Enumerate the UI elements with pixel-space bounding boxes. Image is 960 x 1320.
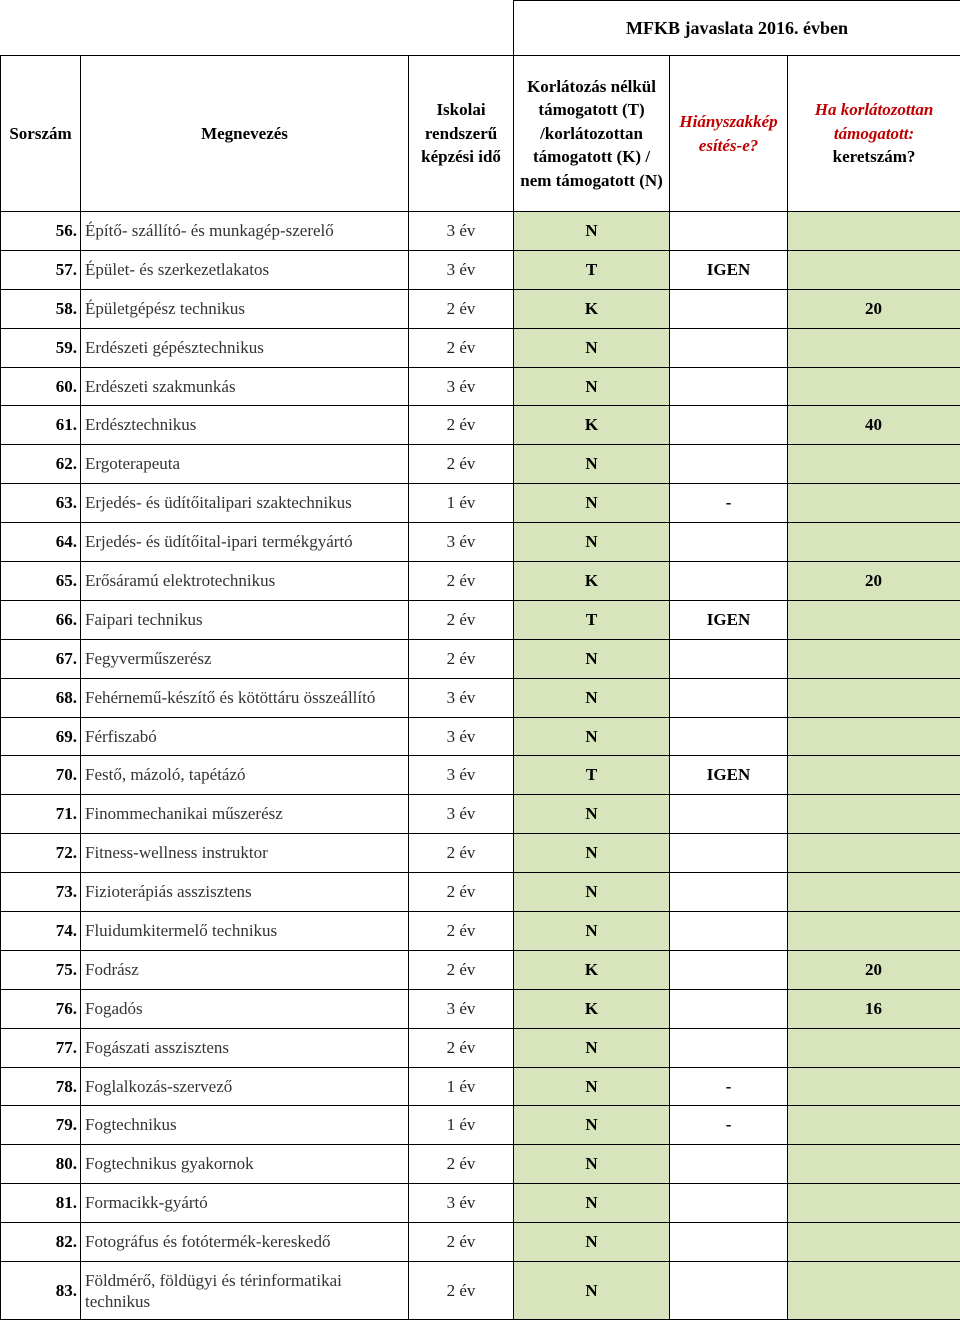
row-name: Épület- és szerkezetlakatos bbox=[81, 250, 409, 289]
row-name: Fluidumkitermelő technikus bbox=[81, 912, 409, 951]
row-number: 82. bbox=[1, 1223, 81, 1262]
row-support-code: N bbox=[514, 523, 670, 562]
row-support-code: K bbox=[514, 406, 670, 445]
row-shortage bbox=[670, 212, 788, 251]
header-kepzesi-ido: Iskolai rendszerű képzési idő bbox=[409, 56, 514, 212]
row-support-code: N bbox=[514, 678, 670, 717]
row-name: Fegyverműszerész bbox=[81, 639, 409, 678]
table-row bbox=[1, 484, 960, 523]
row-quota: 20 bbox=[788, 562, 960, 601]
row-duration: 3 év bbox=[409, 678, 514, 717]
row-number: 79. bbox=[1, 1106, 81, 1145]
row-name: Építő- szállító- és munkagép-szerelő bbox=[81, 212, 409, 251]
table-row bbox=[1, 912, 960, 951]
row-name: Földmérő, földügyi és térinformatikai technikus bbox=[81, 1262, 409, 1320]
row-duration: 2 év bbox=[409, 950, 514, 989]
row-number: 59. bbox=[1, 328, 81, 367]
row-number: 67. bbox=[1, 639, 81, 678]
row-duration: 2 év bbox=[409, 1262, 514, 1320]
row-support-code: K bbox=[514, 562, 670, 601]
table-row bbox=[1, 289, 960, 328]
row-quota bbox=[788, 1028, 960, 1067]
header-keret-line2: támogatott: bbox=[834, 124, 914, 143]
row-quota bbox=[788, 912, 960, 951]
row-name: Fehérnemű-készítő és kötöttáru összeállító bbox=[81, 678, 409, 717]
row-quota bbox=[788, 250, 960, 289]
row-shortage bbox=[670, 1223, 788, 1262]
table-row bbox=[1, 562, 960, 601]
row-shortage bbox=[670, 989, 788, 1028]
row-support-code: N bbox=[514, 1262, 670, 1320]
table-row bbox=[1, 717, 960, 756]
table-row bbox=[1, 950, 960, 989]
table-row bbox=[1, 1145, 960, 1184]
row-quota bbox=[788, 484, 960, 523]
row-number: 78. bbox=[1, 1067, 81, 1106]
row-name: Foglalkozás-szervező bbox=[81, 1067, 409, 1106]
row-shortage bbox=[670, 523, 788, 562]
row-quota bbox=[788, 639, 960, 678]
header-keretszam bbox=[788, 56, 960, 212]
row-duration: 2 év bbox=[409, 600, 514, 639]
row-quota bbox=[788, 756, 960, 795]
row-quota bbox=[788, 1262, 960, 1320]
row-support-code: K bbox=[514, 989, 670, 1028]
header-keret-line3: keretszám? bbox=[833, 147, 916, 166]
row-number: 76. bbox=[1, 989, 81, 1028]
row-quota bbox=[788, 1145, 960, 1184]
row-duration: 3 év bbox=[409, 1184, 514, 1223]
row-shortage bbox=[670, 406, 788, 445]
row-quota bbox=[788, 600, 960, 639]
row-shortage bbox=[670, 562, 788, 601]
row-name: Erjedés- és üdítőital-ipari termékgyártó bbox=[81, 523, 409, 562]
row-quota bbox=[788, 1223, 960, 1262]
row-shortage: - bbox=[670, 1067, 788, 1106]
row-duration: 2 év bbox=[409, 289, 514, 328]
row-number: 75. bbox=[1, 950, 81, 989]
row-support-code: N bbox=[514, 1145, 670, 1184]
row-shortage bbox=[670, 1145, 788, 1184]
table-row bbox=[1, 678, 960, 717]
table-row bbox=[1, 1106, 960, 1145]
row-duration: 3 év bbox=[409, 212, 514, 251]
row-quota bbox=[788, 717, 960, 756]
table-row bbox=[1, 406, 960, 445]
row-duration: 1 év bbox=[409, 1067, 514, 1106]
row-quota bbox=[788, 367, 960, 406]
row-shortage bbox=[670, 912, 788, 951]
row-duration: 2 év bbox=[409, 1028, 514, 1067]
row-support-code: N bbox=[514, 795, 670, 834]
row-number: 60. bbox=[1, 367, 81, 406]
row-quota bbox=[788, 795, 960, 834]
row-number: 73. bbox=[1, 873, 81, 912]
row-name: Festő, mázoló, tapétázó bbox=[81, 756, 409, 795]
row-shortage bbox=[670, 639, 788, 678]
row-number: 69. bbox=[1, 717, 81, 756]
row-quota bbox=[788, 523, 960, 562]
row-quota bbox=[788, 873, 960, 912]
row-shortage bbox=[670, 950, 788, 989]
row-name: Erdészeti gépésztechnikus bbox=[81, 328, 409, 367]
row-shortage: - bbox=[670, 1106, 788, 1145]
table-row bbox=[1, 600, 960, 639]
row-shortage bbox=[670, 1028, 788, 1067]
row-name: Fogadós bbox=[81, 989, 409, 1028]
table-row bbox=[1, 1184, 960, 1223]
row-duration: 3 év bbox=[409, 795, 514, 834]
table-row bbox=[1, 1028, 960, 1067]
row-support-code: T bbox=[514, 600, 670, 639]
row-support-code: N bbox=[514, 639, 670, 678]
row-name: Faipari technikus bbox=[81, 600, 409, 639]
header-korlatozas: Korlátozás nélkül támogatott (T) /korlátozottan támogatott (K) / nem támogatott (N) bbox=[514, 56, 670, 212]
row-shortage bbox=[670, 1262, 788, 1320]
row-duration: 1 év bbox=[409, 484, 514, 523]
header-blank-area bbox=[1, 1, 514, 56]
row-quota bbox=[788, 328, 960, 367]
row-duration: 2 év bbox=[409, 406, 514, 445]
row-duration: 2 év bbox=[409, 834, 514, 873]
table-row bbox=[1, 989, 960, 1028]
row-shortage bbox=[670, 834, 788, 873]
table-row bbox=[1, 639, 960, 678]
table-row bbox=[1, 1067, 960, 1106]
row-duration: 2 év bbox=[409, 1145, 514, 1184]
row-number: 68. bbox=[1, 678, 81, 717]
table-row bbox=[1, 445, 960, 484]
row-number: 81. bbox=[1, 1184, 81, 1223]
row-quota bbox=[788, 1106, 960, 1145]
row-name: Ergoterapeuta bbox=[81, 445, 409, 484]
row-name: Fogtechnikus bbox=[81, 1106, 409, 1145]
row-shortage bbox=[670, 367, 788, 406]
row-number: 71. bbox=[1, 795, 81, 834]
table-row bbox=[1, 756, 960, 795]
row-number: 74. bbox=[1, 912, 81, 951]
header-sorszam: Sorszám bbox=[1, 56, 81, 212]
row-name: Fodrász bbox=[81, 950, 409, 989]
row-name: Formacikk-gyártó bbox=[81, 1184, 409, 1223]
row-shortage: IGEN bbox=[670, 250, 788, 289]
row-duration: 1 év bbox=[409, 1106, 514, 1145]
row-shortage bbox=[670, 328, 788, 367]
row-number: 65. bbox=[1, 562, 81, 601]
row-quota: 20 bbox=[788, 289, 960, 328]
row-quota bbox=[788, 445, 960, 484]
row-support-code: K bbox=[514, 950, 670, 989]
row-name: Finommechanikai műszerész bbox=[81, 795, 409, 834]
row-duration: 2 év bbox=[409, 562, 514, 601]
row-support-code: N bbox=[514, 367, 670, 406]
row-shortage bbox=[670, 1184, 788, 1223]
table-row bbox=[1, 1223, 960, 1262]
row-quota bbox=[788, 678, 960, 717]
row-number: 57. bbox=[1, 250, 81, 289]
table-row bbox=[1, 367, 960, 406]
row-quota: 20 bbox=[788, 950, 960, 989]
row-support-code: T bbox=[514, 250, 670, 289]
row-name: Erjedés- és üdítőitalipari szaktechnikus bbox=[81, 484, 409, 523]
table-row bbox=[1, 1262, 960, 1320]
row-shortage: IGEN bbox=[670, 600, 788, 639]
table-row bbox=[1, 523, 960, 562]
row-name: Erősáramú elektrotechnikus bbox=[81, 562, 409, 601]
row-duration: 2 év bbox=[409, 873, 514, 912]
table-row bbox=[1, 834, 960, 873]
row-support-code: N bbox=[514, 484, 670, 523]
row-number: 83. bbox=[1, 1262, 81, 1320]
row-support-code: K bbox=[514, 289, 670, 328]
row-name: Erdésztechnikus bbox=[81, 406, 409, 445]
table-row bbox=[1, 328, 960, 367]
row-name: Fogászati asszisztens bbox=[81, 1028, 409, 1067]
row-number: 62. bbox=[1, 445, 81, 484]
header-keret-line1: Ha korlátozottan bbox=[815, 100, 934, 119]
row-support-code: N bbox=[514, 873, 670, 912]
row-quota: 40 bbox=[788, 406, 960, 445]
row-shortage bbox=[670, 717, 788, 756]
row-quota bbox=[788, 1067, 960, 1106]
row-support-code: N bbox=[514, 1028, 670, 1067]
row-number: 70. bbox=[1, 756, 81, 795]
row-name: Fotográfus és fotótermék-kereskedő bbox=[81, 1223, 409, 1262]
row-name: Erdészeti szakmunkás bbox=[81, 367, 409, 406]
header-hiany-line1: Hiányszakkép bbox=[679, 112, 777, 131]
table-row bbox=[1, 873, 960, 912]
row-support-code: N bbox=[514, 1106, 670, 1145]
header-megnevezes: Megnevezés bbox=[81, 56, 409, 212]
row-name: Fitness-wellness instruktor bbox=[81, 834, 409, 873]
row-shortage bbox=[670, 289, 788, 328]
row-support-code: N bbox=[514, 834, 670, 873]
row-shortage bbox=[670, 795, 788, 834]
row-shortage bbox=[670, 678, 788, 717]
row-name: Fizioterápiás asszisztens bbox=[81, 873, 409, 912]
row-duration: 3 év bbox=[409, 523, 514, 562]
row-number: 56. bbox=[1, 212, 81, 251]
row-support-code: N bbox=[514, 328, 670, 367]
row-shortage: - bbox=[670, 484, 788, 523]
row-name: Fogtechnikus gyakornok bbox=[81, 1145, 409, 1184]
row-support-code: N bbox=[514, 1184, 670, 1223]
row-support-code: N bbox=[514, 912, 670, 951]
row-duration: 2 év bbox=[409, 445, 514, 484]
row-duration: 2 év bbox=[409, 328, 514, 367]
row-duration: 3 év bbox=[409, 717, 514, 756]
row-number: 61. bbox=[1, 406, 81, 445]
row-duration: 3 év bbox=[409, 989, 514, 1028]
row-quota bbox=[788, 212, 960, 251]
row-shortage bbox=[670, 873, 788, 912]
row-number: 66. bbox=[1, 600, 81, 639]
row-number: 63. bbox=[1, 484, 81, 523]
row-shortage bbox=[670, 445, 788, 484]
row-number: 72. bbox=[1, 834, 81, 873]
row-support-code: N bbox=[514, 1223, 670, 1262]
row-shortage: IGEN bbox=[670, 756, 788, 795]
row-name: Épületgépész technikus bbox=[81, 289, 409, 328]
header-hianyszakkepesites bbox=[670, 56, 788, 212]
table-row bbox=[1, 250, 960, 289]
row-support-code: N bbox=[514, 717, 670, 756]
row-support-code: N bbox=[514, 1067, 670, 1106]
row-name: Férfiszabó bbox=[81, 717, 409, 756]
row-duration: 2 év bbox=[409, 639, 514, 678]
row-duration: 2 év bbox=[409, 1223, 514, 1262]
row-support-code: N bbox=[514, 212, 670, 251]
row-support-code: N bbox=[514, 445, 670, 484]
row-quota bbox=[788, 1184, 960, 1223]
table-body bbox=[1, 212, 960, 1320]
row-duration: 3 év bbox=[409, 756, 514, 795]
row-quota: 16 bbox=[788, 989, 960, 1028]
page-title: MFKB javaslata 2016. évben bbox=[514, 1, 960, 56]
header-hiany-line2: esítés-e? bbox=[699, 136, 758, 155]
row-number: 64. bbox=[1, 523, 81, 562]
row-support-code: T bbox=[514, 756, 670, 795]
row-number: 77. bbox=[1, 1028, 81, 1067]
table-row bbox=[1, 212, 960, 251]
row-number: 58. bbox=[1, 289, 81, 328]
row-duration: 3 év bbox=[409, 367, 514, 406]
table-row bbox=[1, 795, 960, 834]
row-number: 80. bbox=[1, 1145, 81, 1184]
row-duration: 3 év bbox=[409, 250, 514, 289]
row-duration: 2 év bbox=[409, 912, 514, 951]
row-quota bbox=[788, 834, 960, 873]
